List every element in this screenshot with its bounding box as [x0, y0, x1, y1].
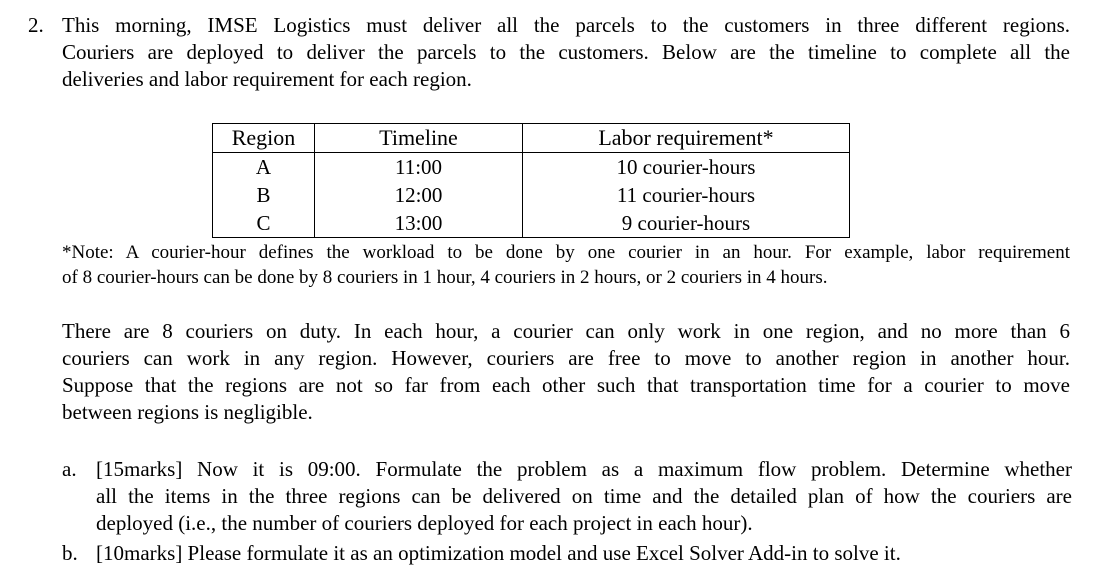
constraints-line: between regions is negligible.	[62, 400, 313, 424]
note-line: *Note: A courier-hour defines the workload to be done by one courier in an hour. For example, labor requirement	[62, 242, 1070, 263]
cell-region: C	[213, 209, 315, 238]
part-b-label: b.	[62, 541, 78, 565]
constraints-line: couriers can work in any region. However, couriers are free to move to another region in another hour.	[62, 346, 1070, 370]
cell-region: B	[213, 181, 315, 209]
question-number: 2.	[28, 13, 44, 37]
courier-hour-note	[62, 240, 1070, 290]
part-line: all the items in the three regions can be delivered on time and the detailed plan of how the couriers are	[96, 484, 1072, 508]
part-line: [10marks] Please formulate it as an optimization model and use Excel Solver Add-in to solve it.	[96, 541, 901, 565]
part-b-text	[96, 540, 1072, 567]
constraints-line: Suppose that the regions are not so far from each other such that transportation time for a courier to move	[62, 373, 1070, 397]
cell-timeline: 11:00	[315, 153, 523, 182]
table-row	[213, 181, 850, 209]
intro-line: deliveries and labor requirement for each region.	[62, 67, 472, 91]
header-timeline: Timeline	[315, 124, 523, 153]
table-header-row	[213, 124, 850, 153]
question-intro	[62, 12, 1070, 93]
cell-timeline: 12:00	[315, 181, 523, 209]
cell-labor: 9 courier-hours	[523, 209, 850, 238]
intro-line: This morning, IMSE Logistics must deliver all the parcels to the customers in three different regions.	[62, 13, 1070, 37]
cell-region: A	[213, 153, 315, 182]
part-a-text	[96, 456, 1072, 537]
constraints-line: There are 8 couriers on duty. In each hour, a courier can only work in one region, and no more than 6	[62, 319, 1070, 343]
part-a-label: a.	[62, 457, 77, 481]
table-row	[213, 209, 850, 238]
table-row	[213, 153, 850, 182]
cell-timeline: 13:00	[315, 209, 523, 238]
header-labor-requirement: Labor requirement*	[523, 124, 850, 153]
cell-labor: 10 courier-hours	[523, 153, 850, 182]
part-line: [15marks] Now it is 09:00. Formulate the problem as a maximum flow problem. Determine whether	[96, 457, 1072, 481]
labor-requirement-table	[212, 123, 850, 238]
constraints-paragraph	[62, 318, 1070, 426]
header-region: Region	[213, 124, 315, 153]
note-line: of 8 courier-hours can be done by 8 couriers in 1 hour, 4 couriers in 2 hours, or 2 couriers in 4 hours.	[62, 267, 828, 288]
cell-labor: 11 courier-hours	[523, 181, 850, 209]
intro-line: Couriers are deployed to deliver the parcels to the customers. Below are the timeline to complete all the	[62, 40, 1070, 64]
part-line: deployed (i.e., the number of couriers deployed for each project in each hour).	[96, 511, 753, 535]
